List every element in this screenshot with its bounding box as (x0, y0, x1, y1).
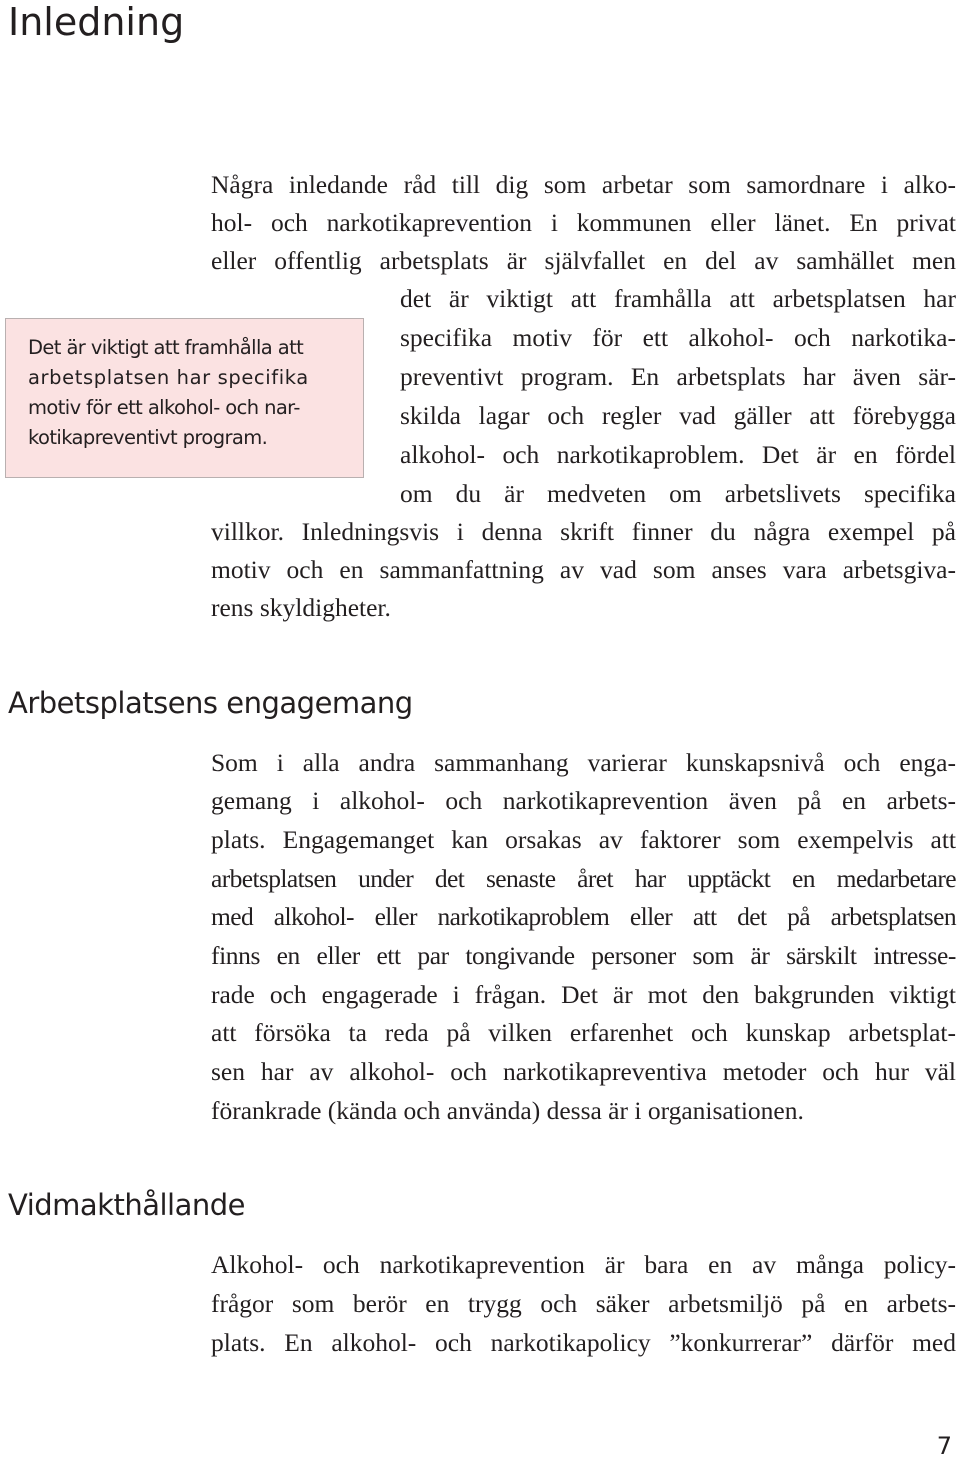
paragraph-line: det är viktigt att framhålla att arbetsplatsen har (400, 284, 956, 313)
pull-quote-line: kotikapreventivt program. (28, 426, 268, 449)
paragraph-line: Alkohol- och narkotikaprevention är bara en av många policy- (211, 1250, 956, 1279)
page-title: Inledning (8, 0, 185, 44)
paragraph-line: förankrade (kända och använda) dessa är i organisationen. (211, 1096, 804, 1125)
paragraph-line: skilda lagar och regler vad gäller att förebygga (400, 401, 956, 430)
paragraph-line: rens skyldigheter. (211, 593, 391, 622)
paragraph-line: Några inledande råd till dig som arbetar som samordnare i alko- (211, 170, 956, 199)
paragraph-line: om du är medveten om arbetslivets specifika (400, 479, 956, 508)
section-heading: Vidmakthållande (8, 1188, 246, 1222)
paragraph-line: plats. Engagemanget kan orsakas av faktorer som exempelvis att (211, 825, 956, 854)
paragraph-line: frågor som berör en trygg och säker arbetsmiljö på en arbets- (211, 1289, 956, 1318)
paragraph-line: eller offentlig arbetsplats är självfallet en del av samhället men (211, 246, 956, 275)
pull-quote-line: Det är viktigt att framhålla att (28, 336, 304, 359)
paragraph-line: specifika motiv för ett alkohol- och narkotika- (400, 323, 956, 352)
paragraph-line: motiv och en sammanfattning av vad som anses vara arbetsgiva- (211, 555, 956, 584)
paragraph-line: villkor. Inledningsvis i denna skrift finner du några exempel på (211, 517, 956, 546)
pull-quote-line: motiv för ett alkohol- och nar- (28, 396, 300, 419)
paragraph-line: finns en eller ett par tongivande personer som är särskilt intresse- (211, 941, 956, 970)
paragraph-line: hol- och narkotikaprevention i kommunen eller länet. En privat (211, 208, 956, 237)
paragraph-line: med alkohol- eller narkotikaproblem eller att det på arbetsplatsen (211, 902, 956, 931)
paragraph-line: arbetsplatsen under det senaste året har upptäckt en medarbetare (211, 864, 956, 893)
paragraph-line: plats. En alkohol- och narkotikapolicy ”konkurrerar” därför med (211, 1328, 956, 1357)
paragraph-line: att försöka ta reda på vilken erfarenhet och kunskap arbetsplat- (211, 1018, 956, 1047)
pull-quote-line: arbetsplatsen har specifika (28, 366, 309, 389)
paragraph-line: rade och engagerade i frågan. Det är mot den bakgrunden viktigt (211, 980, 956, 1009)
page-number: 7 (936, 1432, 952, 1460)
paragraph-line: preventivt program. En arbetsplats har även sär- (400, 362, 956, 391)
paragraph-line: sen har av alkohol- och narkotikapreventiva metoder och hur väl (211, 1057, 956, 1086)
section-heading: Arbetsplatsens engagemang (8, 686, 413, 720)
paragraph-line: Som i alla andra sammanhang varierar kunskapsnivå och enga- (211, 748, 956, 777)
paragraph-line: alkohol- och narkotikaproblem. Det är en fördel (400, 440, 956, 469)
pull-quote-box (5, 318, 364, 478)
paragraph-line: gemang i alkohol- och narkotikaprevention även på en arbets- (211, 786, 956, 815)
